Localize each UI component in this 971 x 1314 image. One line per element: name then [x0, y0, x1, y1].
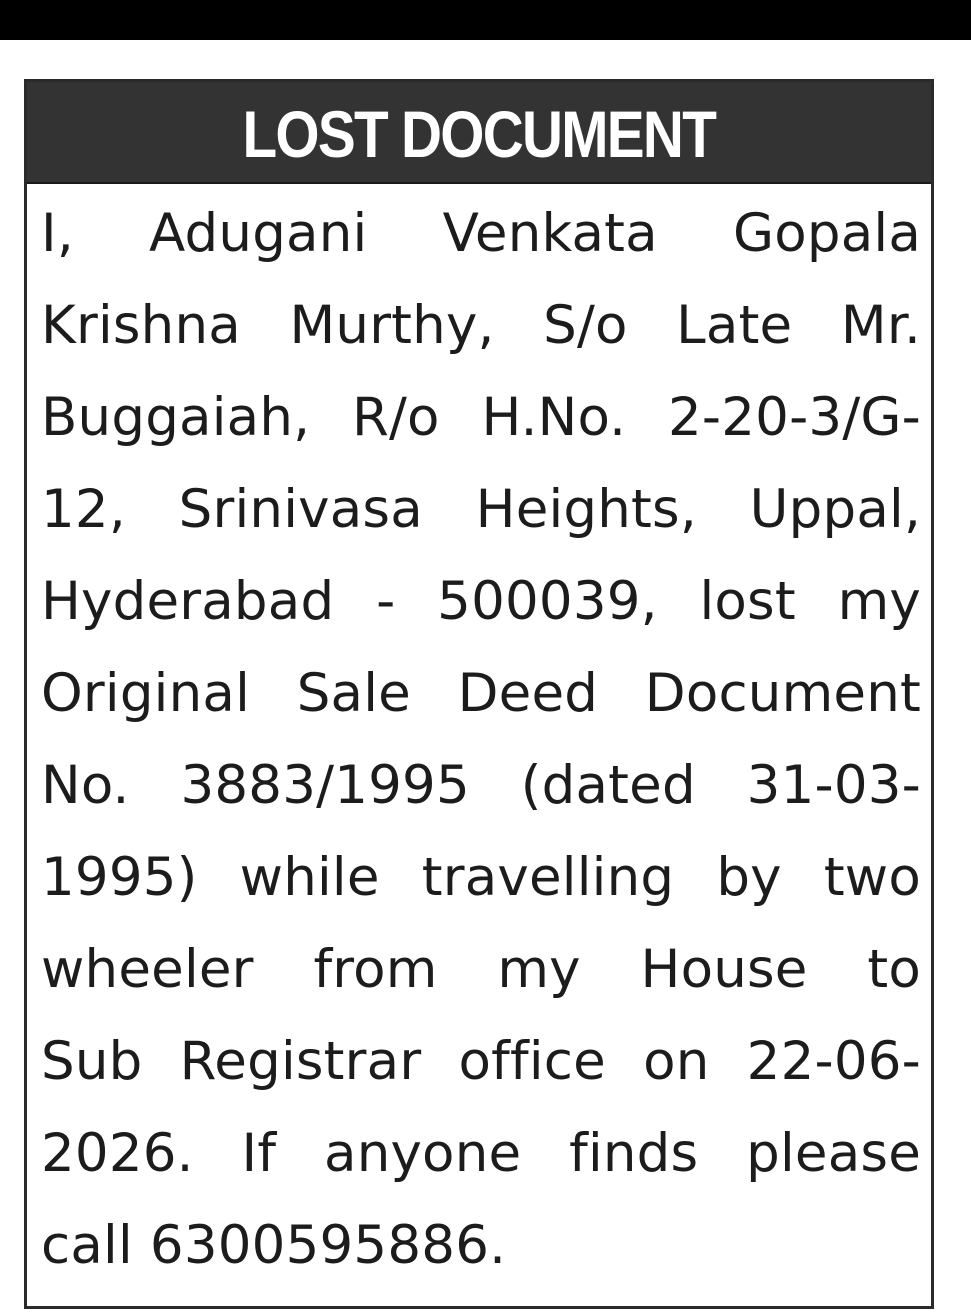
notice-line: Original Sale Deed Document — [41, 663, 921, 724]
notice-line: 2026. If anyone finds please — [41, 1123, 921, 1184]
notice-header — [27, 82, 931, 184]
notice-line: Sub Registrar office on 22-06- — [41, 1031, 921, 1092]
notice-line: call 6300595886. — [41, 1215, 507, 1276]
notice-line: 1995) while travelling by two — [41, 847, 921, 908]
notice-title: LOST DOCUMENT — [242, 97, 716, 171]
notice-body — [27, 188, 931, 1292]
notice-line: Buggaiah, R/o H.No. 2-20-3/G- — [41, 387, 921, 448]
notice-line: 12, Srinivasa Heights, Uppal, — [41, 479, 921, 540]
top-black-bar — [0, 0, 971, 40]
notice-line: I, Adugani Venkata Gopala — [41, 203, 921, 264]
lost-document-notice — [24, 79, 934, 1309]
notice-line: No. 3883/1995 (dated 31-03- — [41, 755, 921, 816]
notice-line: wheeler from my House to — [41, 939, 921, 1000]
notice-line: Krishna Murthy, S/o Late Mr. — [41, 295, 921, 356]
notice-line: Hyderabad - 500039, lost my — [41, 571, 921, 632]
